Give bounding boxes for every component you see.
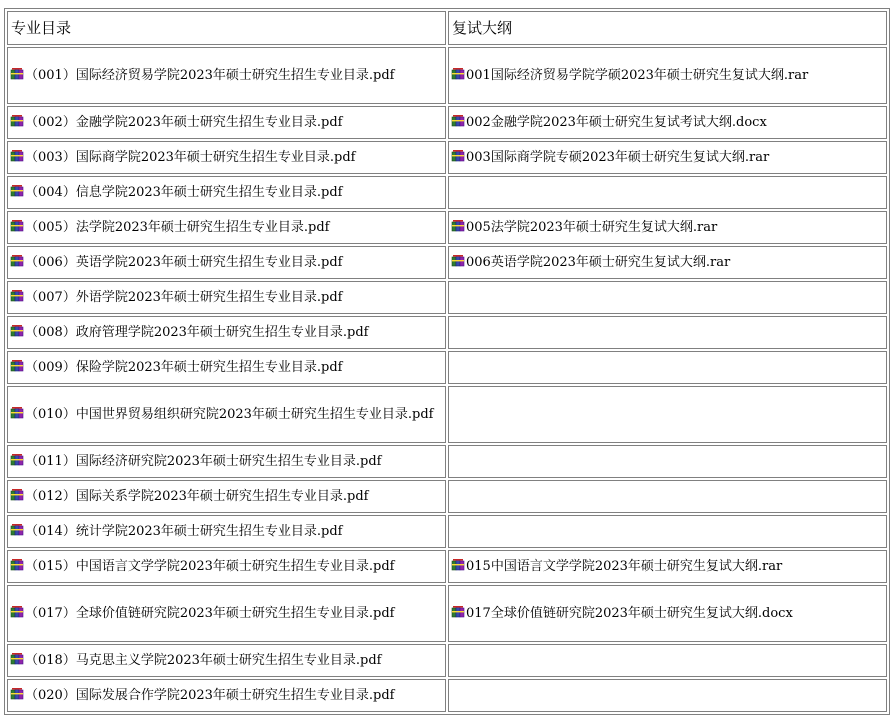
table-row [7, 386, 887, 443]
syllabus-cell [448, 386, 887, 443]
table-row [7, 316, 887, 349]
catalog-file-name: （020）国际发展合作学院2023年硕士研究生招生专业目录.pdf [25, 688, 395, 703]
catalog-file-name: （001）国际经济贸易学院2023年硕士研究生招生专业目录.pdf [25, 68, 395, 83]
catalog-file-link[interactable] [10, 653, 382, 668]
syllabus-cell [448, 106, 887, 139]
table-row [7, 281, 887, 314]
catalog-file-link[interactable] [10, 115, 343, 130]
table-row [7, 106, 887, 139]
syllabus-cell [448, 445, 887, 478]
table-row [7, 211, 887, 244]
syllabus-cell [448, 47, 887, 104]
header-row [7, 11, 887, 45]
catalog-file-link[interactable] [10, 489, 369, 504]
catalog-cell [7, 679, 446, 712]
catalog-file-name: （005）法学院2023年硕士研究生招生专业目录.pdf [25, 220, 330, 235]
syllabus-file-link[interactable] [451, 255, 730, 270]
syllabus-cell [448, 515, 887, 548]
catalog-file-link[interactable] [10, 220, 330, 235]
catalog-cell [7, 515, 446, 548]
rar-archive-icon [451, 605, 465, 618]
rar-archive-icon [10, 289, 24, 302]
rar-archive-icon [10, 324, 24, 337]
catalog-file-link[interactable] [10, 325, 369, 340]
syllabus-file-link[interactable] [451, 559, 782, 574]
table-row [7, 351, 887, 384]
rar-archive-icon [10, 359, 24, 372]
catalog-file-link[interactable] [10, 559, 395, 574]
catalog-file-name: （010）中国世界贸易组织研究院2023年硕士研究生招生专业目录.pdf [25, 407, 434, 422]
table-row [7, 550, 887, 583]
catalog-file-link[interactable] [10, 407, 434, 422]
catalog-cell [7, 550, 446, 583]
catalog-file-name: （003）国际商学院2023年硕士研究生招生专业目录.pdf [25, 150, 356, 165]
catalog-file-name: （015）中国语言文学学院2023年硕士研究生招生专业目录.pdf [25, 559, 395, 574]
syllabus-cell [448, 281, 887, 314]
syllabus-cell [448, 644, 887, 677]
syllabus-file-name: 017全球价值链研究院2023年硕士研究生复试大纲.docx [466, 606, 793, 621]
catalog-file-link[interactable] [10, 290, 343, 305]
catalog-file-link[interactable] [10, 150, 356, 165]
table-row [7, 644, 887, 677]
rar-archive-icon [451, 67, 465, 80]
header-syllabus: 复试大纲 [448, 11, 887, 45]
rar-archive-icon [10, 488, 24, 501]
rar-archive-icon [10, 523, 24, 536]
catalog-file-name: （006）英语学院2023年硕士研究生招生专业目录.pdf [25, 255, 343, 270]
catalog-cell [7, 316, 446, 349]
syllabus-cell [448, 679, 887, 712]
catalog-file-name: （017）全球价值链研究院2023年硕士研究生招生专业目录.pdf [25, 606, 395, 621]
syllabus-file-link[interactable] [451, 150, 769, 165]
rar-archive-icon [451, 149, 465, 162]
catalog-cell [7, 246, 446, 279]
table-row [7, 679, 887, 712]
rar-archive-icon [10, 184, 24, 197]
catalog-file-link[interactable] [10, 255, 343, 270]
catalog-cell [7, 141, 446, 174]
catalog-file-link[interactable] [10, 360, 343, 375]
syllabus-cell [448, 316, 887, 349]
catalog-file-name: （008）政府管理学院2023年硕士研究生招生专业目录.pdf [25, 325, 369, 340]
table-row [7, 445, 887, 478]
rar-archive-icon [451, 219, 465, 232]
catalog-file-link[interactable] [10, 688, 395, 703]
table-row [7, 480, 887, 513]
syllabus-cell [448, 351, 887, 384]
table-row [7, 515, 887, 548]
rar-archive-icon [10, 558, 24, 571]
catalog-file-link[interactable] [10, 185, 343, 200]
syllabus-file-name: 001国际经济贸易学院学硕2023年硕士研究生复试大纲.rar [466, 68, 809, 83]
catalog-cell [7, 585, 446, 642]
catalog-cell [7, 281, 446, 314]
syllabus-file-link[interactable] [451, 220, 717, 235]
rar-archive-icon [451, 114, 465, 127]
rar-archive-icon [10, 254, 24, 267]
catalog-cell [7, 351, 446, 384]
rar-archive-icon [10, 149, 24, 162]
syllabus-cell [448, 176, 887, 209]
catalog-cell [7, 211, 446, 244]
table-row [7, 176, 887, 209]
syllabus-file-link[interactable] [451, 68, 808, 83]
catalog-file-link[interactable] [10, 524, 343, 539]
rar-archive-icon [10, 652, 24, 665]
rar-archive-icon [10, 687, 24, 700]
syllabus-cell [448, 211, 887, 244]
rar-archive-icon [451, 254, 465, 267]
syllabus-file-name: 015中国语言文学学院2023年硕士研究生复试大纲.rar [466, 559, 783, 574]
rar-archive-icon [10, 453, 24, 466]
syllabus-file-link[interactable] [451, 606, 793, 621]
catalog-file-link[interactable] [10, 454, 382, 469]
rar-archive-icon [10, 114, 24, 127]
catalog-cell [7, 47, 446, 104]
syllabus-file-name: 003国际商学院专硕2023年硕士研究生复试大纲.rar [466, 150, 770, 165]
catalog-file-name: （014）统计学院2023年硕士研究生招生专业目录.pdf [25, 524, 343, 539]
table-row [7, 585, 887, 642]
catalog-cell [7, 644, 446, 677]
table-row [7, 47, 887, 104]
catalog-file-link[interactable] [10, 606, 395, 621]
syllabus-cell [448, 141, 887, 174]
syllabus-cell [448, 585, 887, 642]
catalog-file-link[interactable] [10, 68, 395, 83]
table-row [7, 246, 887, 279]
syllabus-file-link[interactable] [451, 115, 767, 130]
catalog-cell [7, 386, 446, 443]
catalog-file-name: （004）信息学院2023年硕士研究生招生专业目录.pdf [25, 185, 343, 200]
rar-archive-icon [10, 219, 24, 232]
catalog-file-name: （018）马克思主义学院2023年硕士研究生招生专业目录.pdf [25, 653, 382, 668]
catalog-file-name: （012）国际关系学院2023年硕士研究生招生专业目录.pdf [25, 489, 369, 504]
syllabus-cell [448, 550, 887, 583]
syllabus-file-name: 005法学院2023年硕士研究生复试大纲.rar [466, 220, 718, 235]
catalog-file-name: （002）金融学院2023年硕士研究生招生专业目录.pdf [25, 115, 343, 130]
rar-archive-icon [10, 605, 24, 618]
catalog-cell [7, 106, 446, 139]
syllabus-cell [448, 246, 887, 279]
header-catalog: 专业目录 [7, 11, 446, 45]
catalog-file-name: （007）外语学院2023年硕士研究生招生专业目录.pdf [25, 290, 343, 305]
catalog-file-name: （011）国际经济研究院2023年硕士研究生招生专业目录.pdf [25, 454, 382, 469]
catalog-cell [7, 480, 446, 513]
rar-archive-icon [10, 67, 24, 80]
file-listing-table [4, 8, 890, 715]
catalog-cell [7, 176, 446, 209]
syllabus-file-name: 002金融学院2023年硕士研究生复试考试大纲.docx [466, 115, 767, 130]
syllabus-file-name: 006英语学院2023年硕士研究生复试大纲.rar [466, 255, 731, 270]
rar-archive-icon [10, 406, 24, 419]
catalog-file-name: （009）保险学院2023年硕士研究生招生专业目录.pdf [25, 360, 343, 375]
table-row [7, 141, 887, 174]
syllabus-cell [448, 480, 887, 513]
catalog-cell [7, 445, 446, 478]
rar-archive-icon [451, 558, 465, 571]
